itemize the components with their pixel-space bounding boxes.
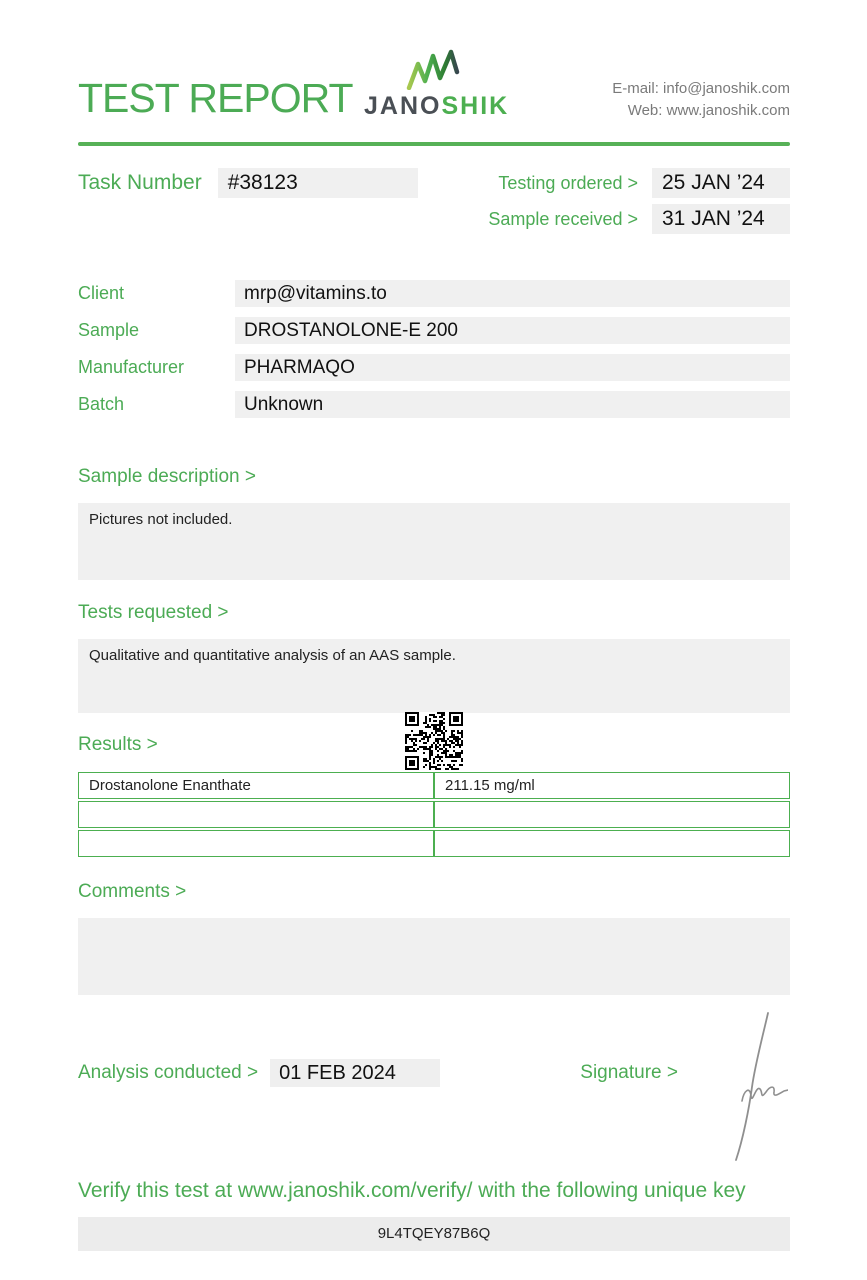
detail-row-batch [78,391,790,418]
comments-box [78,918,790,995]
testing-ordered-row [488,168,790,198]
results-heading: Results > [78,734,158,755]
task-number-label: Task Number [78,171,202,194]
client-value: mrp@vitamins.to [235,280,790,307]
table-row [78,801,790,828]
sample-details [78,280,790,418]
email-label: E-mail: [612,80,659,97]
sample-description-heading: Sample description > [78,466,256,487]
sample-received-label: Sample received > [488,208,638,229]
title-column [78,48,364,121]
signature-scribble [708,1009,788,1164]
dates-group [488,168,790,234]
detail-row-client [78,280,790,307]
analysis-signature-row [78,1059,790,1087]
batch-label: Batch [78,394,125,414]
qr-code [405,712,463,770]
analysis-conducted-label: Analysis conducted > [78,1062,259,1083]
logo-wordmark [364,92,510,121]
sample-label: Sample [78,320,140,340]
rising-chart-icon [401,48,467,90]
result-name-cell: Drostanolone Enanthate [78,772,434,799]
table-row [78,830,790,857]
logo-jano: JANO [364,92,442,120]
manufacturer-value: PHARMAQO [235,354,790,381]
detail-row-sample [78,317,790,344]
sample-received-value: 31 JAN ’24 [652,204,790,234]
result-name-cell [78,801,434,828]
result-value-cell: 211.15 mg/ml [434,772,790,799]
tests-requested-heading: Tests requested > [78,602,229,623]
results-section [78,734,790,859]
task-number-group [78,168,418,198]
sample-description-box: Pictures not included. [78,503,790,580]
web-label: Web: [627,102,663,119]
task-number-value: #38123 [218,168,418,198]
logo-shik: SHIK [441,92,510,120]
email-value: info@janoshik.com [663,80,790,97]
janoshik-logo [364,48,510,121]
detail-row-manufacturer [78,354,790,381]
sample-value: DROSTANOLONE-E 200 [235,317,790,344]
web-value: www.janoshik.com [666,102,790,119]
client-label: Client [78,283,125,303]
verify-instruction: Verify this test at www.janoshik.com/verify/ with the following unique key [78,1179,746,1202]
results-table [78,770,790,859]
signature-label: Signature > [580,1062,678,1083]
comments-heading: Comments > [78,881,187,902]
email-line [504,78,790,100]
web-line [504,100,790,122]
manufacturer-label: Manufacturer [78,357,185,377]
unique-key: 9L4TQEY87B6Q [78,1217,790,1251]
result-value-cell [434,801,790,828]
table-row [78,772,790,799]
testing-ordered-value: 25 JAN ’24 [652,168,790,198]
page-title: TEST REPORT [78,75,353,121]
tests-requested-box: Qualitative and quantitative analysis of an AAS sample. [78,639,790,713]
result-name-cell [78,830,434,857]
sample-received-row [488,204,790,234]
report-header [78,0,790,122]
result-value-cell [434,830,790,857]
batch-value: Unknown [235,391,790,418]
analysis-conducted-value: 01 FEB 2024 [270,1059,440,1087]
contact-info [504,78,790,122]
task-section [78,168,790,234]
header-divider [78,142,790,146]
testing-ordered-label: Testing ordered > [498,172,638,193]
